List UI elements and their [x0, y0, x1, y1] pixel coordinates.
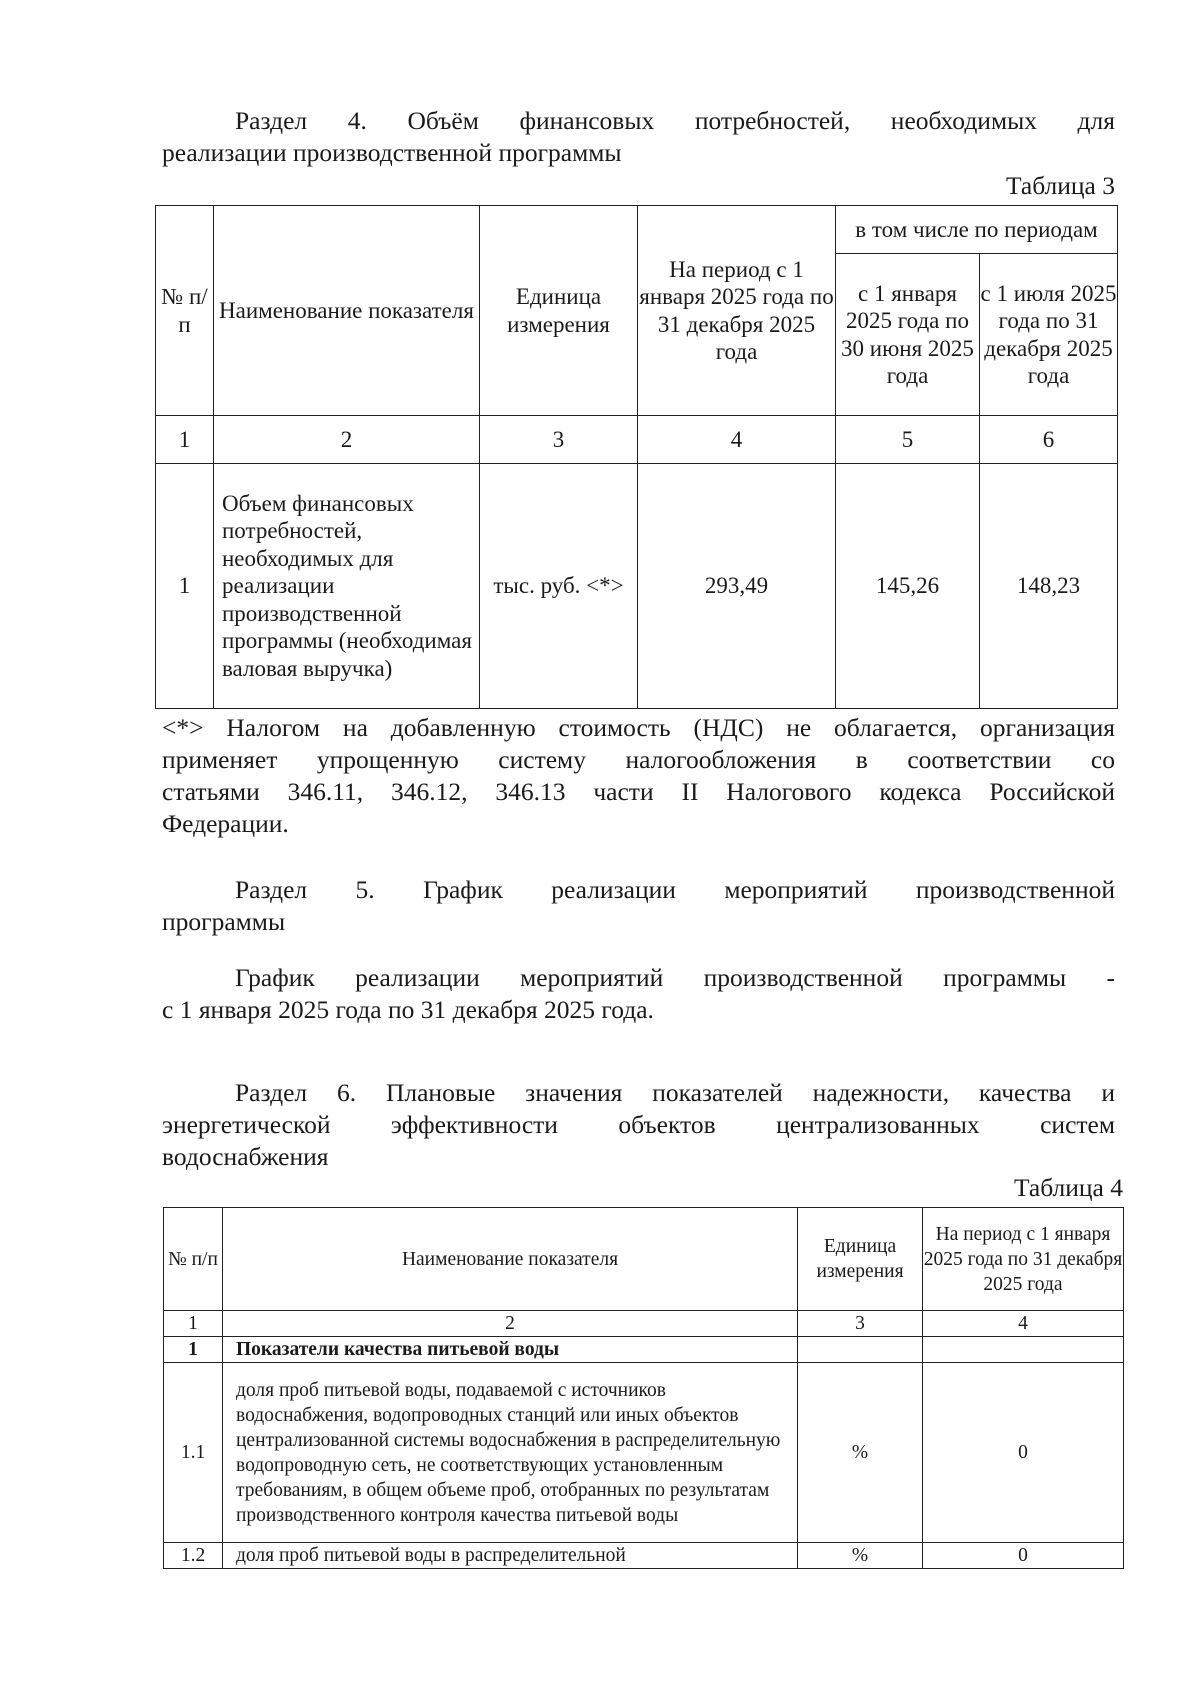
table4-colnum: 4 [923, 1311, 1124, 1337]
section5-text-line1: График реализации мероприятий производственной программы - [235, 963, 1115, 992]
section4-title-line1: Раздел 4. Объём финансовых потребностей, необходимых для [235, 106, 1115, 135]
table4-header-num: № п/п [164, 1208, 223, 1311]
table3-colnum: 4 [638, 416, 836, 464]
section4-title-line2: реализации производственной программы [162, 138, 622, 167]
table4-group-row [164, 1337, 1124, 1363]
table3-caption: Таблица 3 [1005, 171, 1115, 200]
table4-row-unit: % [798, 1543, 923, 1569]
table3-row-h2: 148,23 [980, 464, 1118, 709]
table3-row-unit: тыс. руб. <*> [480, 464, 638, 709]
section5-text-line2: с 1 января 2025 года по 31 декабря 2025 года. [162, 995, 654, 1024]
table4-header-period: На период с 1 января 2025 года по 31 декабря 2025 года [923, 1208, 1124, 1311]
section6-title-line2: энергетической эффективности объектов централизованных систем [162, 1110, 1115, 1139]
table3-colnum: 2 [214, 416, 480, 464]
section4-heading [162, 105, 1115, 169]
table3-row-h1: 145,26 [836, 464, 980, 709]
table4-row-num: 1.1 [164, 1363, 223, 1543]
section6-title-line1: Раздел 6. Плановые значения показателей надежности, качества и [235, 1078, 1115, 1107]
table4-row-name: доля проб питьевой воды, подаваемой с источников водоснабжения, водопроводных станций или иных объектов централизованной системы водоснабжения в распределительную водопроводную сеть, не соответствующих установленным требованиям, в общем объеме проб, отобранных по результатам производственного контроля качества питьевой воды [223, 1363, 798, 1543]
table4-colnum: 1 [164, 1311, 223, 1337]
table4-group-name: Показатели качества питьевой воды [223, 1337, 798, 1363]
table3-column-numbers [156, 416, 1118, 464]
table-row [164, 1363, 1124, 1543]
table4-row-num: 1.2 [164, 1543, 223, 1569]
table4 [163, 1207, 1124, 1569]
table4-row-unit: % [798, 1363, 923, 1543]
section5-title-line1: Раздел 5. График реализации мероприятий производственной [235, 875, 1115, 904]
table4-row-value: 0 [923, 1543, 1124, 1569]
footnote-line2: применяет упрощенную систему налогообложения в соответствии со [162, 745, 1115, 774]
table4-colnum: 2 [223, 1311, 798, 1337]
footnote-line1: <*> Налогом на добавленную стоимость (НДС) не облагается, организация [162, 713, 1115, 742]
table3-colnum: 6 [980, 416, 1118, 464]
table4-group-num: 1 [164, 1337, 223, 1363]
table4-colnum: 3 [798, 1311, 923, 1337]
table3-row [156, 464, 1118, 709]
table3-header-by-periods: в том числе по периодам [836, 206, 1118, 254]
table4-header-unit: Единица измерения [798, 1208, 923, 1311]
table3-colnum: 3 [480, 416, 638, 464]
table4-row-name: доля проб питьевой воды в распределительной [223, 1543, 798, 1569]
table3-row-num: 1 [156, 464, 214, 709]
table3-header-h2: с 1 июля 2025 года по 31 декабря 2025 года [980, 254, 1118, 416]
table3-colnum: 5 [836, 416, 980, 464]
table3 [155, 205, 1118, 709]
table4-row-value: 0 [923, 1363, 1124, 1543]
footnote-line3: статьями 346.11, 346.12, 346.13 части II Налогового кодекса Российской [162, 777, 1115, 806]
table3-header-h1: с 1 января 2025 года по 30 июня 2025 года [836, 254, 980, 416]
table3-footnote [162, 712, 1115, 840]
section5-title-line2: программы [162, 907, 286, 936]
table4-header-name: Наименование показателя [223, 1208, 798, 1311]
table3-header-period: На период с 1 января 2025 года по 31 декабря 2025 года [638, 206, 836, 416]
table3-colnum: 1 [156, 416, 214, 464]
table-row [164, 1543, 1124, 1569]
section5-text [162, 962, 1115, 1026]
table3-row-total: 293,49 [638, 464, 836, 709]
table4-caption: Таблица 4 [1013, 1173, 1123, 1202]
section6-title-line3: водоснабжения [162, 1142, 329, 1171]
table3-header-name: Наименование показателя [214, 206, 480, 416]
table3-row-name: Объем финансовых потребностей, необходимых для реализации производственной программы (необходимая валовая выручка) [214, 464, 480, 709]
footnote-line4: Федерации. [162, 809, 289, 838]
table4-column-numbers [164, 1311, 1124, 1337]
table3-header-unit: Единица измерения [480, 206, 638, 416]
table3-header-num: № п/п [156, 206, 214, 416]
section5-heading [162, 874, 1115, 938]
section6-heading [162, 1077, 1115, 1173]
